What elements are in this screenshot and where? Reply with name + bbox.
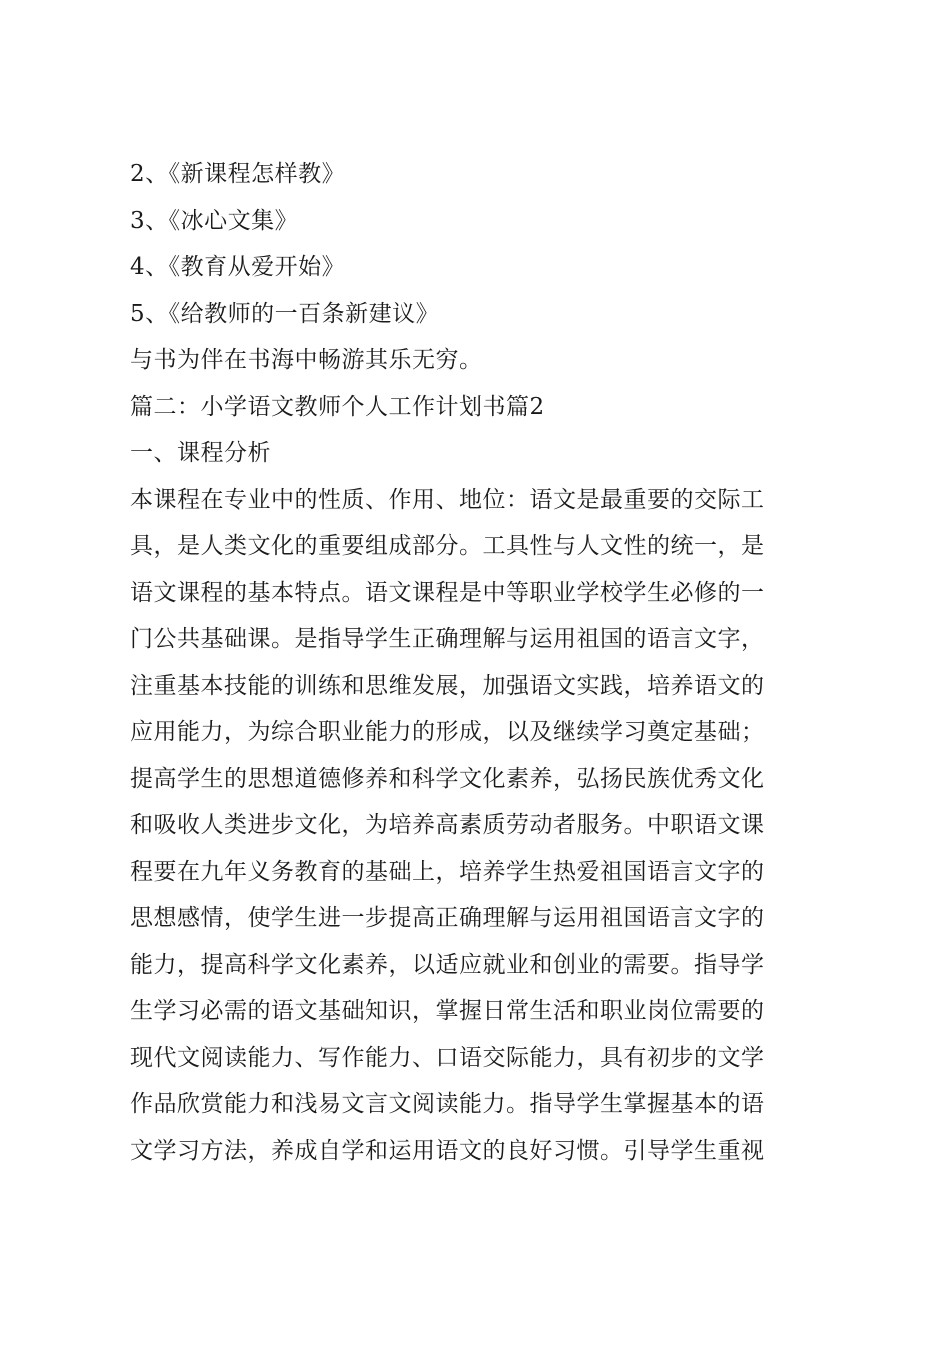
body-line: 思想感情，使学生进一步提高正确理解与运用祖国语言文字的 (130, 905, 765, 931)
document-content (130, 151, 822, 1174)
body-line: 具，是人类文化的重要组成部分。工具性与人文性的统一，是 (130, 533, 765, 559)
body-line: 程要在九年义务教育的基础上，培养学生热爱祖国语言文字的 (130, 858, 765, 885)
body-line: 现代文阅读能力、写作能力、口语交际能力，具有初步的文学 (130, 1044, 765, 1071)
list-item: 4、《教育从爱开始》 (130, 254, 346, 280)
list-item: 3、《冰心文集》 (130, 207, 299, 234)
body-line: 应用能力，为综合职业能力的形成，以及继续学习奠定基础； (130, 719, 765, 745)
subheading: 一、课程分析 (130, 440, 271, 466)
body-line: 生学习必需的语文基础知识，掌握日常生活和职业岗位需要的 (130, 998, 765, 1024)
body-line: 作品欣赏能力和浅易文言文阅读能力。指导学生掌握基本的语 (130, 1091, 765, 1117)
body-line: 门公共基础课。是指导学生正确理解与运用祖国的语言文字， (130, 626, 765, 652)
closing-line: 与书为伴在书海中畅游其乐无穷。 (130, 347, 483, 373)
section-heading: 篇二：小学语文教师个人工作计划书篇2 (130, 393, 545, 420)
body-line: 文学习方法，养成自学和运用语文的良好习惯。引导学生重视 (130, 1137, 765, 1164)
list-item: 2、《新课程怎样教》 (130, 161, 346, 187)
body-line: 本课程在专业中的性质、作用、地位：语文是最重要的交际工 (130, 486, 765, 513)
body-line: 提高学生的思想道德修养和科学文化素养，弘扬民族优秀文化 (130, 765, 765, 792)
body-line: 能力，提高科学文化素养，以适应就业和创业的需要。指导学 (130, 951, 765, 978)
body-line: 注重基本技能的训练和思维发展，加强语文实践，培养语文的 (130, 672, 765, 699)
body-paragraph (130, 477, 822, 1175)
list-item: 5、《给教师的一百条新建议》 (130, 300, 440, 327)
body-line: 语文课程的基本特点。语文课程是中等职业学校学生必修的一 (130, 579, 765, 606)
body-line: 和吸收人类进步文化，为培养高素质劳动者服务。中职语文课 (130, 812, 765, 838)
